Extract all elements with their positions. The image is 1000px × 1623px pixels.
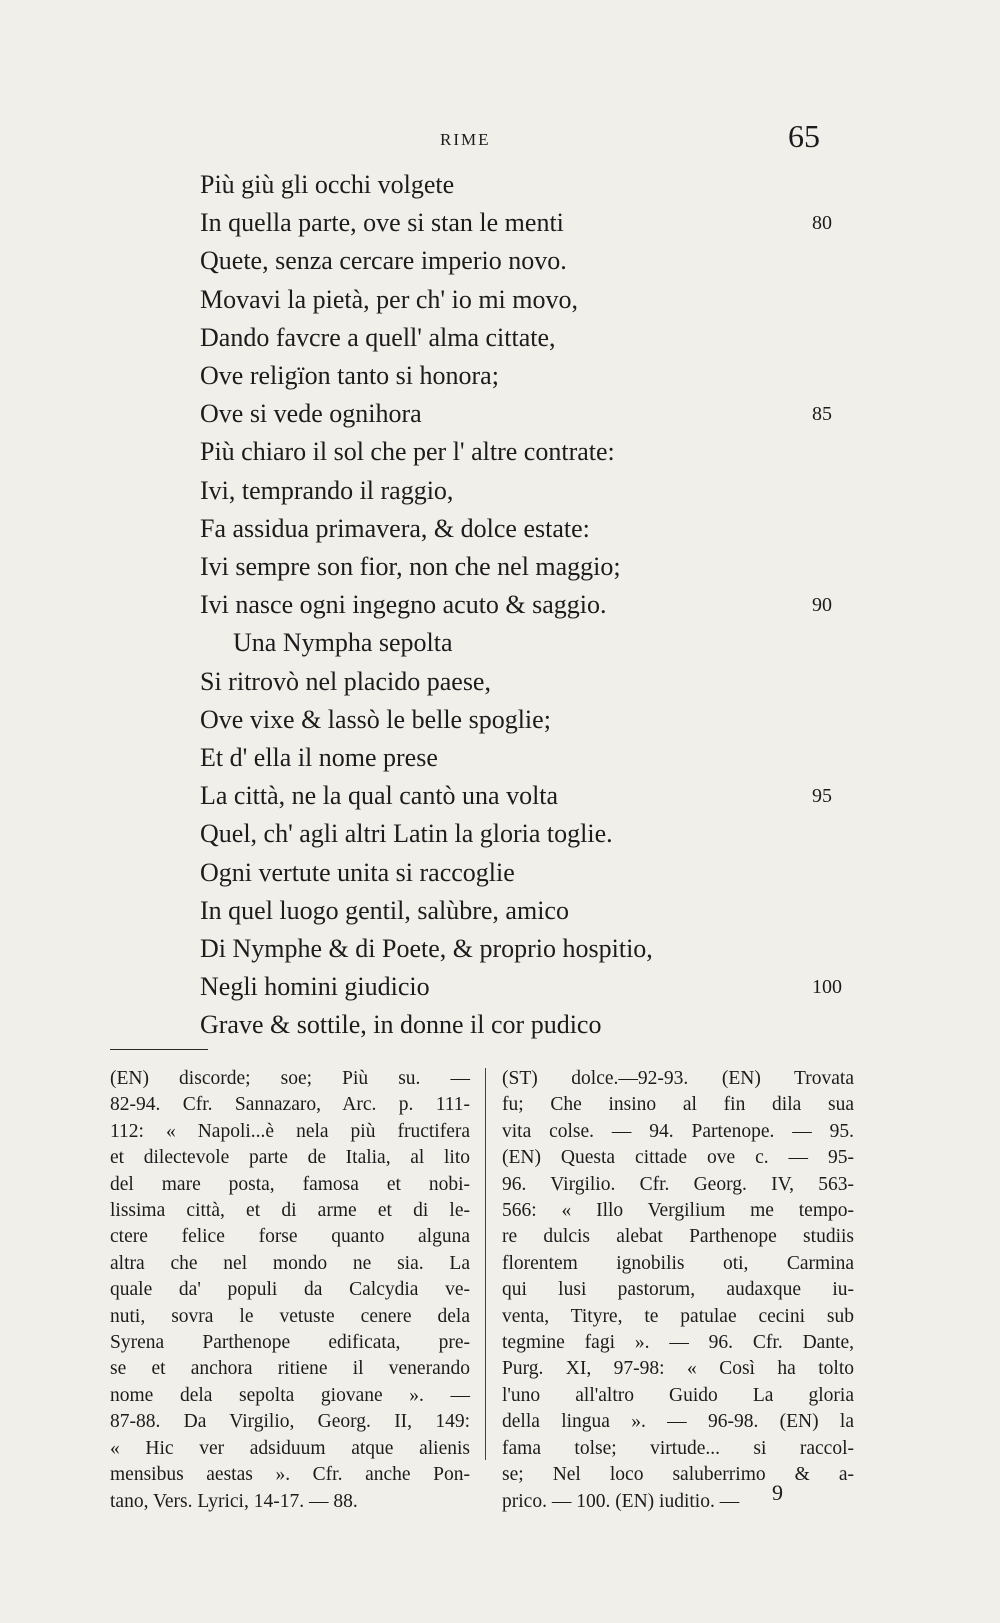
verse-line: Quete, senza cercare imperio novo. xyxy=(200,246,567,276)
footnote-line: 566: « Illo Vergilium me tempo- xyxy=(502,1200,854,1222)
footnote-line: altra che nel mondo ne sia. La xyxy=(110,1252,470,1274)
footnote-line: se et anchora ritiene il venerando xyxy=(110,1358,470,1380)
footnote-line: (EN) Questa cittade ove c. — 95- xyxy=(502,1147,854,1169)
footnote-line: fu; Che insino al fin dila sua xyxy=(502,1094,854,1116)
verse-line: Di Nymphe & di Poete, & proprio hospitio, xyxy=(200,934,653,963)
verse-line: Si ritrovò nel placido paese, xyxy=(200,666,491,696)
footnote-line: quale da' populi da Calcydia ve- xyxy=(110,1279,470,1301)
footnote-line: tegmine fagi ». — 96. Cfr. Dante, xyxy=(502,1332,854,1354)
footnote-line: (ST) dolce.—92-93. (EN) Trovata xyxy=(502,1068,854,1089)
footnote-line: nuti, sovra le vetuste cenere dela xyxy=(110,1305,470,1327)
column-divider xyxy=(485,1068,486,1460)
verse-line: Ove vixe & lassò le belle spoglie; xyxy=(200,704,551,734)
footnote-line: del mare posta, famosa et nobi- xyxy=(110,1173,470,1195)
footnote-line: florentem ignobilis oti, Carmina xyxy=(502,1252,854,1274)
footnote-line: della lingua ». — 96-98. (EN) la xyxy=(502,1411,854,1433)
verse-line: Una Nympha sepolta xyxy=(233,628,453,658)
footnote-line: se; Nel loco saluberrimo & a- xyxy=(502,1464,854,1486)
line-number: 95 xyxy=(812,785,832,808)
verse-line: Più giù gli occhi volgete xyxy=(200,170,455,199)
line-number: 100 xyxy=(812,976,842,999)
footnote-line: re dulcis alebat Parthenope studiis xyxy=(502,1226,854,1248)
footnote-line: 112: « Napoli...è nela più fructifera xyxy=(110,1120,470,1142)
verse-line: Quel, ch' agli altri Latin la gloria toglie. xyxy=(200,819,613,849)
footnote-line: 96. Virgilio. Cfr. Georg. IV, 563- xyxy=(502,1173,854,1195)
footnote-line: vita colse. — 94. Partenope. — 95. xyxy=(502,1120,854,1142)
footnote-line: Syrena Parthenope edificata, pre- xyxy=(110,1332,470,1354)
footnote-line: l'uno all'altro Guido La gloria xyxy=(502,1384,854,1406)
verse-line: In quella parte, ove si stan le menti xyxy=(200,208,564,238)
verse-line: Ivi sempre son fior, non che nel maggio; xyxy=(200,552,621,581)
footnote-line: « Hic ver adsiduum atque alienis xyxy=(110,1437,470,1459)
verse-line: Fa assidua primavera, & dolce estate: xyxy=(200,513,590,543)
verse-line: Ivi nasce ogni ingegno acuto & saggio. xyxy=(200,590,607,620)
footnote-rule xyxy=(110,1049,208,1050)
footnotes-right-column xyxy=(502,1066,854,1515)
verse-line: Negli homini giudicio xyxy=(200,972,430,1002)
footnote-line: qui lusi pastorum, audaxque iu- xyxy=(502,1279,854,1301)
footnote-line: 82-94. Cfr. Sannazaro, Arc. p. 111- xyxy=(110,1094,470,1116)
verse-line: Grave & sottile, in donne il cor pudico xyxy=(200,1010,602,1040)
footnote-line: mensibus aestas ». Cfr. anche Pon- xyxy=(110,1464,470,1486)
footnotes-left-column xyxy=(110,1066,470,1515)
page-number: 65 xyxy=(788,118,820,154)
verse-line: Ogni vertute unita si raccoglie xyxy=(200,857,515,887)
footnote-line: nome dela sepolta giovane ». — xyxy=(110,1384,470,1406)
footnote-line: venta, Tityre, te patulae cecini sub xyxy=(502,1305,854,1327)
footnote-line: tano, Vers. Lyrici, 14-17. — 88. xyxy=(110,1490,358,1512)
verse-line: Et d' ella il nome prese xyxy=(200,743,438,772)
footnote-line: prico. — 100. (EN) iuditio. — xyxy=(502,1490,740,1512)
verse-line: Ivi, temprando il raggio, xyxy=(200,475,454,505)
verse-line: In quel luogo gentil, salùbre, amico xyxy=(200,895,569,925)
verse-line: Ove religïon tanto si honora; xyxy=(200,361,499,390)
footnote-line: et dilectevole parte de Italia, al lito xyxy=(110,1147,470,1169)
line-number: 80 xyxy=(812,212,832,235)
line-number: 85 xyxy=(812,403,832,426)
footnote-line: 87-88. Da Virgilio, Georg. II, 149: xyxy=(110,1411,470,1433)
footnote-line: fama tolse; virtude... si raccol- xyxy=(502,1437,854,1459)
verse-line: Più chiaro il sol che per l' altre contrate: xyxy=(200,437,615,467)
running-title: RIME xyxy=(440,130,491,149)
signature-mark: 9 xyxy=(772,1480,783,1505)
footnote-line: (EN) discorde; soe; Più su. — xyxy=(110,1068,470,1089)
verse-line: Dando favcre a quell' alma cittate, xyxy=(200,322,556,352)
footnote-line: Purg. XI, 97-98: « Così ha tolto xyxy=(502,1358,854,1380)
verse-line: La città, ne la qual cantò una volta xyxy=(200,781,559,811)
footnote-line: lissima città, et di arme et di le- xyxy=(110,1200,470,1222)
line-number: 90 xyxy=(812,594,832,617)
footnote-line: ctere felice forse quanto alguna xyxy=(110,1226,470,1248)
verse-line: Ove si vede ognihora xyxy=(200,399,422,429)
verse-line: Movavi la pietà, per ch' io mi movo, xyxy=(200,284,578,314)
